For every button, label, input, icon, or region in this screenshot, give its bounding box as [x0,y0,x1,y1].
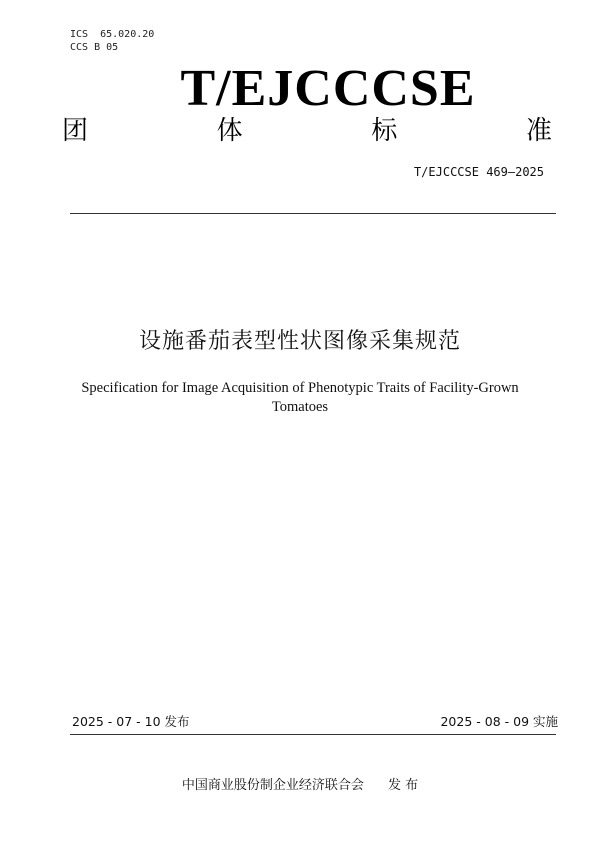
standard-code-heading [0,60,600,118]
standard-type-char: 准 [525,116,552,146]
ics-code: ICS 65.020.20 [70,29,155,40]
header-divider [70,213,556,214]
footer-divider [70,734,556,735]
standard-type-char: 体 [216,116,243,146]
implementation-date: 2025 - 08 - 09 实施 [440,714,558,729]
title-english: Specification for Image Acquisition of Phenotypic Traits of Facility-Grown Tomatoes [81,380,519,415]
issue-date: 2025 - 07 - 10 发布 [72,714,190,729]
publisher-name: 中国商业股份制企业经济联合会 [181,778,364,793]
standard-type-char: 标 [371,116,398,146]
standard-type-char: 团 [62,116,89,146]
standard-number: T/EJCCCSE 469—2025 [413,165,544,179]
ccs-code: CCS B 05 [70,42,119,53]
standard-type [62,116,552,146]
title-chinese: 设施番茄表型性状图像采集规范 [138,329,461,354]
publisher-line [0,777,600,794]
classification-codes [70,28,154,54]
publish-action: 发 布 [387,778,419,793]
standard-code: T/EJCCCSE [180,60,476,117]
